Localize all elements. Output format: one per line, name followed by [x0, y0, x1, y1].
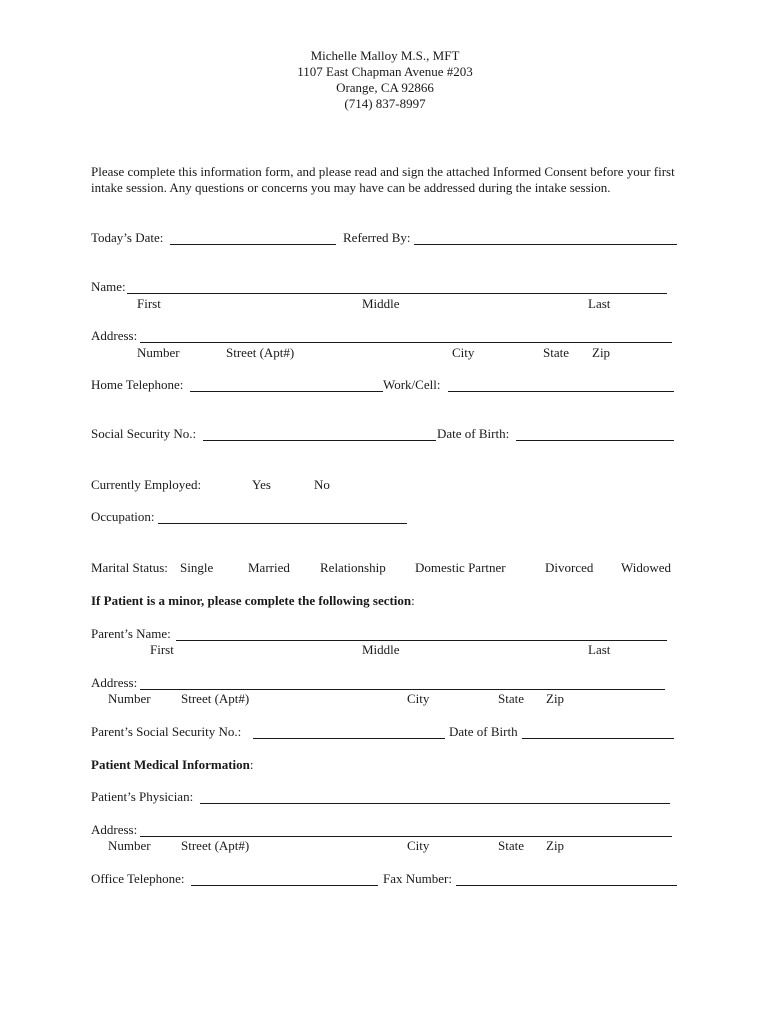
address-field[interactable] [140, 342, 672, 343]
parent-address-number-caption: Number [108, 691, 151, 706]
physician-address-field[interactable] [140, 836, 672, 837]
parent-name-label: Parent’s Name: [91, 626, 171, 641]
employed-yes-option[interactable]: Yes [252, 477, 271, 492]
fax-number-label: Fax Number: [383, 871, 452, 886]
parent-ssn-label: Parent’s Social Security No.: [91, 724, 242, 739]
marital-option-divorced[interactable]: Divorced [545, 560, 594, 575]
occupation-field[interactable] [158, 523, 407, 524]
parent-dob-field[interactable] [522, 738, 674, 739]
parent-name-field[interactable] [176, 640, 667, 641]
parent-dob-label: Date of Birth [449, 724, 518, 739]
name-middle-caption: Middle [362, 296, 400, 311]
home-telephone-field[interactable] [190, 391, 383, 392]
address-number-caption: Number [137, 345, 180, 360]
practitioner-address-line1: 1107 East Chapman Avenue #203 [297, 64, 473, 79]
name-field[interactable] [127, 293, 667, 294]
name-label: Name: [91, 279, 126, 294]
physician-address-city-caption: City [407, 838, 430, 853]
marital-option-widowed[interactable]: Widowed [621, 560, 672, 575]
name-first-caption: First [137, 296, 161, 311]
office-telephone-label: Office Telephone: [91, 871, 185, 886]
name-last-caption: Last [588, 296, 611, 311]
todays-date-field[interactable] [170, 244, 336, 245]
ssn-label: Social Security No.: [91, 426, 197, 441]
physician-label: Patient’s Physician: [91, 789, 194, 804]
referred-by-field[interactable] [414, 244, 677, 245]
todays-date-label: Today’s Date: [91, 230, 164, 245]
office-telephone-field[interactable] [191, 885, 378, 886]
home-telephone-label: Home Telephone: [91, 377, 184, 392]
practitioner-phone: (714) 837-8997 [344, 96, 426, 111]
address-state-caption: State [543, 345, 569, 360]
parent-ssn-field[interactable] [253, 738, 445, 739]
address-label: Address: [91, 328, 138, 343]
physician-field[interactable] [200, 803, 670, 804]
dob-label: Date of Birth: [437, 426, 510, 441]
dob-field[interactable] [516, 440, 674, 441]
address-city-caption: City [452, 345, 475, 360]
parent-last-caption: Last [588, 642, 611, 657]
parent-address-city-caption: City [407, 691, 430, 706]
marital-status-label: Marital Status: [91, 560, 168, 575]
minor-section-heading [91, 593, 415, 609]
physician-address-zip-caption: Zip [546, 838, 565, 853]
parent-address-zip-caption: Zip [546, 691, 565, 706]
physician-address-street-caption: Street (Apt#) [181, 838, 250, 853]
employed-no-option[interactable]: No [314, 477, 330, 492]
marital-option-relationship[interactable]: Relationship [320, 560, 386, 575]
medical-section-heading [91, 757, 254, 773]
marital-option-single[interactable]: Single [180, 560, 214, 575]
parent-address-label: Address: [91, 675, 138, 690]
physician-address-label: Address: [91, 822, 138, 837]
physician-address-state-caption: State [498, 838, 524, 853]
practitioner-address-line2: Orange, CA 92866 [336, 80, 434, 95]
practitioner-name: Michelle Malloy M.S., MFT [310, 48, 460, 63]
parent-address-field[interactable] [140, 689, 665, 690]
parent-middle-caption: Middle [362, 642, 400, 657]
address-street-caption: Street (Apt#) [226, 345, 295, 360]
marital-option-married[interactable]: Married [248, 560, 290, 575]
work-cell-field[interactable] [448, 391, 674, 392]
fax-number-field[interactable] [456, 885, 677, 886]
physician-address-number-caption: Number [108, 838, 151, 853]
address-zip-caption: Zip [592, 345, 611, 360]
parent-first-caption: First [150, 642, 174, 657]
intro-paragraph: Please complete this information form, and please read and sign the attached Informed Consent before your first intake session. Any questions or concerns you may have can be addressed during the intake session. [91, 164, 675, 195]
work-cell-label: Work/Cell: [383, 377, 441, 392]
medical-section-heading-colon: : [249, 757, 254, 772]
medical-section-heading-text: Patient Medical Information [91, 757, 250, 772]
minor-section-heading-text: If Patient is a minor, please complete the following section [91, 593, 412, 608]
parent-address-state-caption: State [498, 691, 524, 706]
marital-option-domestic-partner[interactable]: Domestic Partner [415, 560, 506, 575]
parent-address-street-caption: Street (Apt#) [181, 691, 250, 706]
employed-label: Currently Employed: [91, 477, 202, 492]
minor-section-heading-colon: : [411, 593, 415, 608]
occupation-label: Occupation: [91, 509, 155, 524]
referred-by-label: Referred By: [343, 230, 411, 245]
ssn-field[interactable] [203, 440, 436, 441]
